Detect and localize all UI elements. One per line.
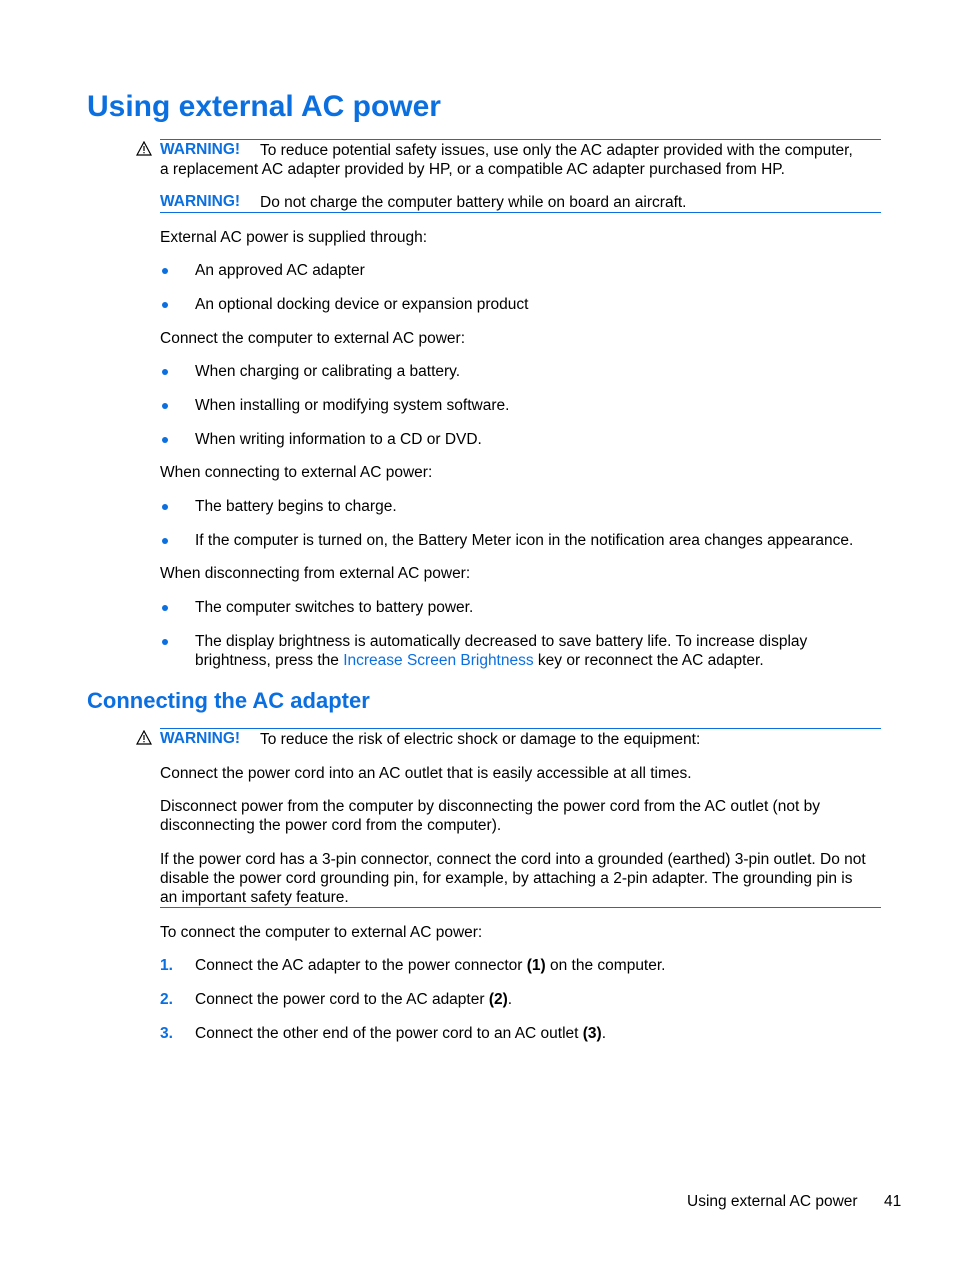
section-title: Connecting the AC adapter — [87, 688, 370, 713]
warning3-p1: Connect the power cord into an AC outlet that is easily accessible at all times. — [160, 765, 692, 782]
step-number: 2. — [160, 991, 173, 1008]
bullet-icon — [162, 639, 168, 645]
list-item: An optional docking device or expansion product — [195, 296, 529, 313]
step-text-post: on the computer. — [545, 957, 666, 974]
warning3-p2-line1: Disconnect power from the computer by disconnecting the power cord from the AC outlet (not by — [160, 798, 820, 815]
list-item: The battery begins to charge. — [195, 498, 397, 515]
warning-bottom-rule — [160, 212, 881, 213]
warning3-p3-line2: disable the power cord grounding pin, for example, by attaching a 2-pin adapter. The grounding pin is — [160, 870, 853, 887]
bullet-icon — [162, 369, 168, 375]
bullet-icon — [162, 605, 168, 611]
brightness-text-pre: brightness, press the — [195, 652, 344, 669]
warning-label: WARNING! — [160, 141, 241, 158]
connecting-intro: When connecting to external AC power: — [160, 464, 433, 481]
step-text-pre: Connect the power cord to the AC adapter — [195, 991, 489, 1008]
step-text — [195, 990, 512, 1009]
step-text — [195, 956, 665, 975]
warning3-lead: To reduce the risk of electric shock or damage to the equipment: — [260, 731, 701, 748]
list-item: When writing information to a CD or DVD. — [195, 431, 482, 448]
steps-intro: To connect the computer to external AC power: — [160, 924, 483, 941]
list-item: The computer switches to battery power. — [195, 599, 474, 616]
warning-triangle-icon — [136, 730, 152, 745]
step-text-pre: Connect the AC adapter to the power connector — [195, 957, 527, 974]
step-text-pre: Connect the other end of the power cord to an AC outlet — [195, 1025, 583, 1042]
disconnecting-intro: When disconnecting from external AC power: — [160, 565, 471, 582]
warning-label: WARNING! — [160, 730, 241, 747]
warning-top-rule — [160, 139, 881, 140]
step-number: 3. — [160, 1025, 173, 1042]
step-number: 1. — [160, 957, 173, 974]
warning-label: WARNING! — [160, 193, 241, 210]
page-title: Using external AC power — [87, 90, 441, 123]
warning3-p3-line3: an important safety feature. — [160, 889, 349, 906]
step-text-post: . — [507, 991, 513, 1008]
warning-bottom-rule — [160, 907, 881, 908]
warning3-p2-line2: disconnecting the power cord from the computer). — [160, 817, 502, 834]
warning2-text: Do not charge the computer battery while on board an aircraft. — [260, 194, 687, 211]
step-text-post: . — [601, 1025, 607, 1042]
list-item: If the computer is turned on, the Battery Meter icon in the notification area changes appearance. — [195, 532, 854, 549]
warning1-line2: a replacement AC adapter provided by HP, or a compatible AC adapter purchased from HP. — [160, 161, 785, 178]
bullet-icon — [162, 504, 168, 510]
connect-intro: Connect the computer to external AC power: — [160, 330, 465, 347]
bullet-icon — [162, 538, 168, 544]
list-item: When installing or modifying system software. — [195, 397, 510, 414]
step-text — [195, 1024, 606, 1043]
step-callout: (1) — [526, 957, 546, 974]
footer-section-title: Using external AC power — [687, 1193, 858, 1210]
list-item-continuation — [195, 651, 764, 670]
warning3-p3-line1: If the power cord has a 3-pin connector, connect the cord into a grounded (earthed) 3-pin outlet. Do not — [160, 851, 866, 868]
bullet-icon — [162, 437, 168, 443]
bullet-icon — [162, 302, 168, 308]
warning-top-rule — [160, 728, 881, 729]
step-callout: (3) — [582, 1025, 602, 1042]
list-item: When charging or calibrating a battery. — [195, 363, 461, 380]
supplied-intro: External AC power is supplied through: — [160, 229, 428, 246]
bullet-icon — [162, 268, 168, 274]
list-item: An approved AC adapter — [195, 262, 365, 279]
warning1-line1: To reduce potential safety issues, use only the AC adapter provided with the computer, — [260, 142, 853, 159]
warning-triangle-icon — [136, 141, 152, 156]
step-callout: (2) — [488, 991, 508, 1008]
page-number: 41 — [884, 1193, 902, 1210]
bullet-icon — [162, 403, 168, 409]
list-item: The display brightness is automatically decreased to save battery life. To increase display — [195, 633, 808, 650]
increase-brightness-link[interactable]: Increase Screen Brightness — [343, 652, 534, 669]
brightness-text-post: key or reconnect the AC adapter. — [533, 652, 764, 669]
